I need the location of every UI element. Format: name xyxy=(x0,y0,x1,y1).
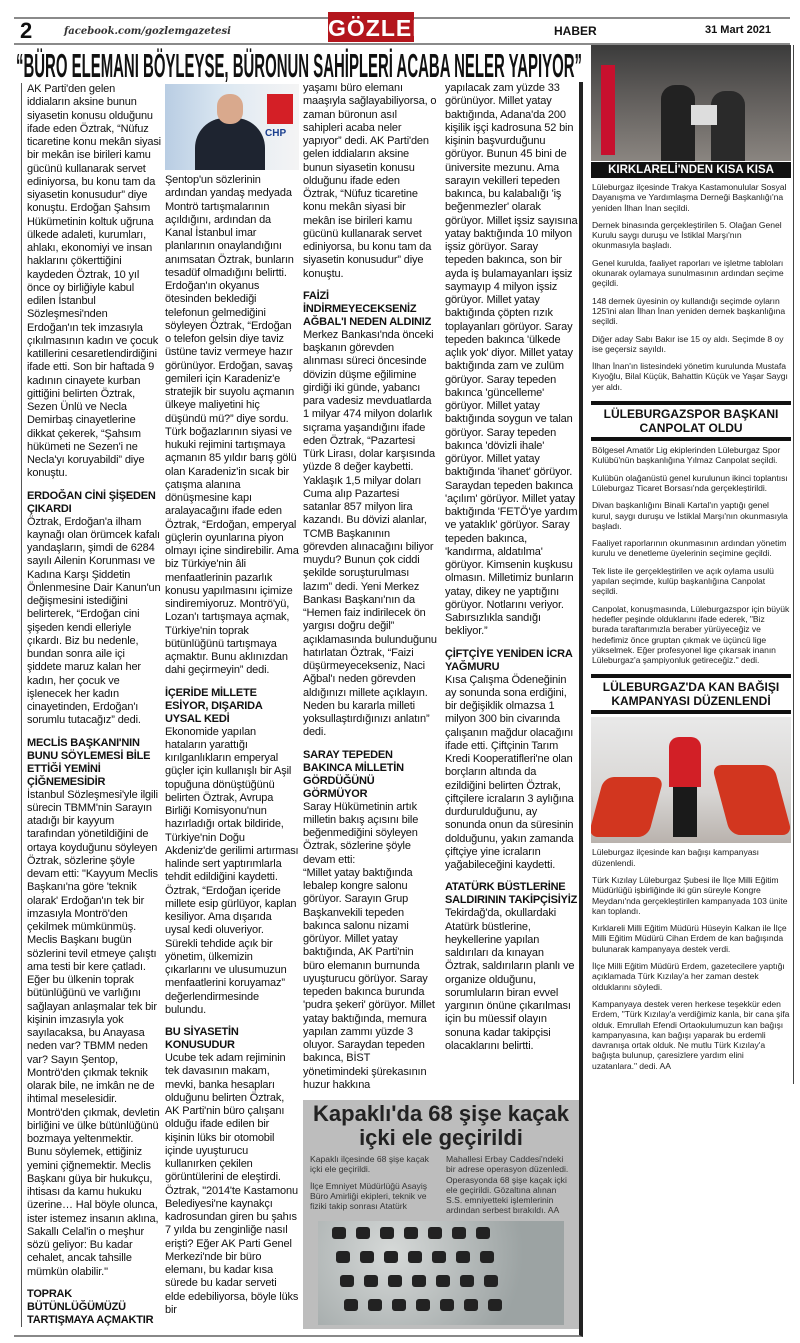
paragraph: Canpolat, konuşmasında, Lüleburgazspor için büyük hedefler peşinde olduklarını ifade ederek, "Biz burada taraftarımızla beraber yürüyeceğiz ve hedefimiz önce gruptan çıkmak ve üçüncü lige yükselmek. Eğer profesyonel lige çıkarsak inanın Lüleburgaz'a şampiyonluk getireceğiz." dedi. xyxy=(592,603,790,666)
seized-bottles-photo xyxy=(318,1221,564,1325)
paragraph: Divan başkanlığını Binali Kartal'ın yaptığı genel kurul, saygı duruşu ve İstiklal Marşı'nın okunmasıyla başladı. xyxy=(592,500,788,531)
story1-title: KIRKLARELİ'NDEN KISA KISA xyxy=(591,162,791,178)
nurse-legs xyxy=(673,787,697,837)
bottle-cap xyxy=(392,1299,406,1311)
story2-title: LÜLEBURGAZSPOR BAŞKANI CANPOLAT OLDU xyxy=(591,401,791,441)
paragraph: Lüleburgaz ilçesinde kan bağışı kampanyası düzenlendi. xyxy=(592,847,760,868)
paragraph: Şentop'un sözlerinin ardından yandaş medyada Montrö tartışmalarının açıldığını, ardından da Kanal İstanbul imar planlarının onaylandığını anımsatan Öztrak, bunların tesadüf olmadığını belirtti. Erdoğan'ın okyanus ötesinden beklediği telefonun gelmediğini söyleyen Öztrak, “Erdoğan o telefon gelsin diye taviz üstüne taviz vermeye hazır görünüyor. Erdoğan, savaş gemileri için Karadeniz'e stratejik bir suyolu açmanın ülkeye maliyetini hiç düşündü mü?” diye sordu. Türk boğazlarının siyasi ve hukuki rejimini tartışmaya açmanın 85 yıldır barış gölü olan Karadeniz'in sıcak bir çatışma alanına dönüşmesine kapı aralayacağını ifade eden Öztrak, “Erdoğan, emperyal güçlerin oyunlarına piyon olmayı içine sindirebilir. Ama biz Türkiye'nin âli menfaatlerinin pazarlık konusu yapılmasını içimize sindiremiyoruz. Montrö'yü, Lozan'ı tartışmaya açmak, Türkiye'nin toprak bütünlüğünü tartışmaya açmaktır. Bunu aklınızdan dahi geçirmeyin” dedi. xyxy=(165,174,299,677)
bottle-cap xyxy=(364,1275,378,1287)
bottle-cap xyxy=(484,1275,498,1287)
subheading: BU SİYASETİN KONUSUDUR xyxy=(165,1026,239,1051)
story2-body xyxy=(592,445,790,672)
association-ceremony-photo xyxy=(591,45,791,161)
subheading: MECLİS BAŞKANI'NIN BUNU SÖYLEMESİ BİLE ETTİĞİ YEMİNİ ÇİĞNEMESİDİR xyxy=(27,736,151,788)
subheading: FAİZİ İNDİRMEYECEKSENİZ AĞBAL'I NEDEN ALDINIZ xyxy=(303,289,432,328)
paragraph: İstanbul Sözleşmesi'yle ilgili sürecin TBMM'nin Sarayın atadığı bir kayyum tarafından yönetildiğini de ortaya koyduğunu söyleyen Öztrak, sözlerine şöyle devam etti: "Kayyum Meclis Başkanı'na göre 'teknik olarak' Erdoğan'ın tek bir imzasıyla Montrö'den çekilmek mümkünmüş. Meclis Başkanı bugün sözlerini tevil etmeye çalıştı ama testi bir kere çatladı. Eğer bu ülkenin toprak bütünlüğünü ve varlığını sağlayan anlaşmalar tek bir kişinin imzasıyla yok sayılacaksa, bu Anayasa neden var? TBMM neden var? Sayın Şentop, Montrö'den çıkmak teknik olarak bile, ne imkân ne de ihtimal meselesidir. Montrö'den çıkmak, devletin birliğini ve ülke bütünlüğünü bozmaya yeltenmektir. Bunu söylemek, ettiğiniz yemini çiğnemektir. Meclis Başkanı güya bir hukukçu, ihtisası da kamu hukuku üzerine… Hal böyle olunca, ister istemez insanın aklına, Sakallı Celal'in o meşhur sözü geliyor: Bu kadar cehalet, ancak tahsille mümkün olabilir." xyxy=(27,788,160,1278)
main-headline xyxy=(14,46,584,82)
paragraph: Kırklareli Milli Eğitim Müdürü Hüseyin Kalkan ile İlçe Milli Eğitim Müdürü Cihan Erdem de kan bağışında bulunarak kampanyaya destek verdi. xyxy=(592,923,787,954)
nurse-figure xyxy=(669,737,701,787)
paragraph: Bölgesel Amatör Lig ekiplerinden Lüleburgaz Spor Kulübü'nün başkanlığına Yılmaz Canpolat seçildi. xyxy=(592,445,781,466)
paragraph: Kulübün olağanüstü genel kurulunun ikinci toplantısı Lüleburgaz Ticaret Borsası'nda gerçekleştirildi. xyxy=(592,472,788,493)
bottle-cap xyxy=(480,1251,494,1263)
article-right-area xyxy=(303,82,579,1329)
paragraph: Kısa Çalışma Ödeneğinin ay sonunda sona erdiğini, bir değişiklik olmazsa 1 milyon 300 bin civarında çalışanın mağdur olacağını ifade etti. Çiftçinin Tarım Kredi Kooperatifleri'ne olan borçların altında da ezildiğini belirten Öztrak, çiftçilere icraların 3 aylığına durdurulduğunu, ay sonunda onun da süresinin dolduğunu, yakın zamanda çiftçiye yine icraların yağabileceğini kaydetti. xyxy=(445,673,574,871)
subheading: TOPRAK BÜTÜNLÜĞÜMÜZÜ TARTIŞMAYA AÇMAKTIR xyxy=(27,1287,154,1326)
paragraph: Genel kurulda, faaliyet raporları ve işletme tabloları okunarak oylamaya sunulmasının ardından seçime geçildi. xyxy=(592,257,784,289)
sidebar xyxy=(588,45,794,1084)
speaker-figure xyxy=(195,118,265,170)
paragraph: yapılacak zam yüzde 33 görünüyor. Millet yatay baktığında, Adana'da 200 kişilik işçi kadrosuna 52 bin kişinin başvurduğunu görüyor. Bunun 45 bini de üniversite mezunu. Ama sarayın vekilleri tepeden bakınca, bu kalabalığı 'iş beğenmezler' olarak görüyor. Millet işsiz sayısına yatay baktığında 10 milyon işsiz görüyor. Saray tepeden bakınca, son bir ayda iş bulamayanları işsiz saymayıp 4 milyon işsiz görüyor. Millet yatay baktığında çöpten rızık toplayanları görüyor. Saray tepeden bakınca 'ülkede açlık yok' diyor. Millet yatay baktığında zam ve zulüm görüyor. Saray tepeden bakınca 'güncelleme' görüyor. Millet yatay baktığında soygun ve talan görüyor. Saray tepeden bakınca 'dövizli ihale' görüyor. Millet yatay baktığında 'ihanet' görüyor. Saraydan tepeden bakınca 'açılım' görüyor. Millet yatay baktığında 'FETÖ'ye yardım ve yataklık' görüyor. Saray tepeden bakınca, 'kandırma, aldatılma' görüyor. Kimsenin kuşkusu olmasın. Milletimiz bunların yatay, dikey ne yaptığını görüyor. Notlarını veriyor. Sabırsızlıkla sandığı bekliyor.” xyxy=(445,82,578,638)
chp-flag-icon xyxy=(267,94,293,124)
paragraph: AK Parti'den gelen iddiaların aksine bunun siyasetin konusu olduğunu ifade eden Öztrak, “Nüfuz ticaretine konu mekân siyasi bir mekân ise birileri kamu gücünü kullanarak servet ediniyorsa, bu konu tam da siyasetin konusudur” diye konuştu. Erdoğan Şahsım Hükümetinin koltuk uğruna ülkede adaleti, kurumları, ahlakı, ekonomiyi ve insan haklarını çökerttiğini kaydeden Öztrak, 10 yıl önce oy birliğiyle kabul edilen İstanbul Sözleşmesi'nden Erdoğan'ın tek imzasıyla çıkılmasının kadın ve çocuk katillerini cesaretlendirdiğini ifade etti. Son bir haftada 9 kadının cinayete kurban gittiğini belirten Öztrak, Sezen Ünlü ve Necla Demirbaş cinayetlerine dikkat çekerek, “Şahsım hükümeti ne Sezen'i ne Necla'yı koruyabildi” diye konuştu. xyxy=(27,83,161,480)
headline-text: “BÜRO ELEMANI BÖYLEYSE, BÜRONUN SAHİPLERİ ACABA NELER YAPIYOR” xyxy=(16,47,582,82)
paragraph: Tekirdağ'da, okullardaki Atatürk büstlerine, heykellerine yapılan saldırıları da kınayan Öztrak, saldırıların planlı ve organize olduğunu, sorumluların biran evvel yargının önüne çıkarılması için bu müessif olayın sonuna kadar takipçisi olacaklarını belirtti. xyxy=(445,907,575,1052)
bottle-cap xyxy=(428,1227,442,1239)
plaque xyxy=(691,105,717,125)
paragraph: Kampanyaya destek veren herkese teşekkür eden Erdem, "Türk Kızılay'a verdiğimiz kanla, bir cana şifa olduk. Emrullah Efendi Ortaokulumuzun kan bağışı kampanyasına, kan bağışı yaparak bu erdemli davranışa ortak olduk. Ne mutlu Türk Kızılay'a bağışta bulunup, çaresizlere yardım elini uzatanlara." dedi. AA xyxy=(592,998,790,1071)
story3-body xyxy=(592,847,790,1078)
subheading: ÇİFTÇİYE YENİDEN İCRA YAĞMURU xyxy=(445,647,573,673)
issue-date: 31 Mart 2021 xyxy=(705,24,772,36)
paragraph: Dernek binasında gerçekleştirilen 5. Olağan Genel Kurulu saygı duruşu ve İstiklal Marşı'nın okunmasıyla başladı. xyxy=(592,219,782,251)
bottle-cap xyxy=(488,1299,502,1311)
bottle-cap xyxy=(340,1275,354,1287)
bottle-cap xyxy=(344,1299,358,1311)
donor-chair xyxy=(591,777,664,837)
article-column-4 xyxy=(445,82,579,1092)
turkish-flag xyxy=(601,65,615,155)
person-figure xyxy=(661,85,695,161)
paragraph: Merkez Bankası'nda önceki başkanın görevden alınması süreci öncesinde dövizin düşme eğilimine girdiği iki günde, yabancı para vadesiz mevduatlarda 1 milyar 474 milyon dolarlık sıçrama yaşandığını ifade eden Öztrak, “Pazartesi Türk Lirası, dolar karşısında yüzde 8 değer kaybetti. Yaklaşık 1,5 milyar doları Cuma alıp Pazartesi satanlar 857 milyon lira kazandı. Bu dövizi alanlar, TCMB Başkanının görevden alınacağını biliyor muydu? Bunun çok ciddi şekilde soruşturulması lazım” dedi. Yeni Merkez Bankası Başkanı'nın da “Hemen faiz indirilecek ön yargısı doğru değil” açıklamasında bulunduğunu hatırlatan Öztrak, “Faizi düşürmeyecekseniz, Naci Ağbal'ı neden görevden aldığınızı millete açıklayın. Neden bu kararla milleti yoksullaştırdığınızı anlatın” dedi. xyxy=(303,328,437,739)
bottle-cap xyxy=(380,1227,394,1239)
article-right-columns xyxy=(303,82,579,1092)
paragraph: 148 dernek üyesinin oy kullandığı seçimde oyların 125'ini alan İlhan İnan yeniden dernek başkanlığına seçildi. xyxy=(592,295,786,327)
bottle-cap xyxy=(464,1299,478,1311)
paragraph: yaşamı büro elemanı maaşıyla sağlayabiliyorsa, o zaman büronun asıl sahipleri acaba neler yapıyor” dedi. AK Parti'den gelen iddiaların aksine bunun siyasetin konusu olduğunu ifade eden Öztrak, “Nüfuz ticaretine konu mekân siyasi bir mekân ise birileri kamu gücünü kullanarak servet ediniyorsa, bu konu tam da siyasetin konusudur” diye konuştu. xyxy=(303,82,437,280)
paragraph: Tek liste ile gerçekleştirilen ve açık oylama usulü yapılan seçimde, kulüp başkanlığına Canpolat seçildi. xyxy=(592,565,774,597)
bottle-cap xyxy=(332,1227,346,1239)
box-text xyxy=(310,1154,572,1217)
bottle-cap xyxy=(416,1299,430,1311)
article-column-1 xyxy=(21,83,161,1327)
bottle-cap xyxy=(452,1227,466,1239)
article-column-3 xyxy=(303,82,437,1092)
bottle-cap xyxy=(408,1251,422,1263)
bottle-cap xyxy=(356,1227,370,1239)
paragraph: Öztrak, Erdoğan'a ilham kaynağı olan örümcek kafalı yandaşların, şimdi de 6284 sayılı Ailenin Korunması ve Kadına Karşı Şiddetin Önlenmesine Dair Kanun'un değişmesini istediğini belirterek, “Erdoğan cini şişeden kendi elleriyle çıkardı. Biz bu nedenle, bundan sonra aile içi şiddete maruz kalan her kadın, her çocuk ve işlenecek her kadın cinayetinden, Erdoğan'ı sorumlu tutacağız” dedi. xyxy=(27,515,161,727)
paragraph: İlhan İnan'ın listesindeki yönetim kurulunda Mustafa Kıyoğlu, Bilal Küçük, Bahattin Küçük ve Yaşar Saygı yer aldı. xyxy=(592,361,788,392)
speaker-head xyxy=(217,94,243,124)
paragraph: İlçe Milli Eğitim Müdürü Erdem, gazetecilere yaptığı açıklamada Türk Kızılay'a her zaman destek olduklarını söyledi. xyxy=(592,961,785,992)
bottle-cap xyxy=(436,1275,450,1287)
subheading: İÇERİDE MİLLETE ESİYOR, DIŞARIDA UYSAL KEDİ xyxy=(165,686,263,725)
bottle-cap xyxy=(440,1299,454,1311)
paragraph: Faaliyet raporlarının okunmasının ardından yönetim kurulu ve denetleme üyelerinin seçimine geçildi. xyxy=(592,538,787,559)
subheading: SARAY TEPEDEN BAKINCA MİLLETİN GÖRDÜĞÜNÜ GÖRMÜYOR xyxy=(303,748,404,800)
facebook-link[interactable]: facebook.com/gozlemgazetesi xyxy=(64,26,231,37)
oztrak-speech-photo xyxy=(165,84,299,170)
box-paragraph: Kapaklı ilçesinde 68 şişe kaçak içki ele geçirildi. xyxy=(310,1154,429,1175)
subheading: ERDOĞAN CİNİ ŞİŞEDEN ÇIKARDI xyxy=(27,489,156,515)
bottle-cap xyxy=(384,1251,398,1263)
bottle-cap xyxy=(456,1251,470,1263)
bottle-cap xyxy=(476,1227,490,1239)
bottle-cap xyxy=(336,1251,350,1263)
subheading: ATATÜRK BÜSTLERİNE SALDIRININ TAKİPÇİSİYİZ xyxy=(445,881,578,907)
kapakli-news-box xyxy=(303,1100,579,1329)
box-title: Kapaklı'da 68 şişe kaçak içki ele geçirildi xyxy=(313,1101,569,1150)
bottle-cap xyxy=(360,1251,374,1263)
paragraph: Diğer aday Sabı Bakır ise 15 oy aldı. Seçimde 8 oy ise geçersiz sayıldı. xyxy=(592,333,784,354)
paragraph: Ucube tek adam rejiminin tek davasının makam, mevki, banka hesapları olduğunu belirten Öztrak, AK Parti'nin büro çalışanı olduğu ifade edilen bir kişinin lüks bir otomobil içinde uyuşturucu kullanırken çekilen görüntülerini de eleştirdi. Öztrak, "2014'te Kastamonu Belediyesi'ne kaynakçı kadrosundan giren bu şahıs 7 yılda bu zenginliğe nasıl erişti? Eğer AK Parti Genel Merkezi'nde bir büro elemanı, bu kadar kısa sürede bu kadar serveti elde edebiliyorsa, böyle lüks bir xyxy=(165,1052,299,1316)
bottle-cap xyxy=(368,1299,382,1311)
paragraph: Saray Hükümetinin artık milletin bakış açısını bile beğenmediğini söyleyen Öztrak, sözlerine şöyle devam etti: xyxy=(303,800,419,866)
paragraph: Ekonomide yapılan hataların yarattığı kırılganlıkların emperyal güçler için kullanışlı bir Aşil topuğuna dönüştüğünü belirten Öztrak, Avrupa Birliği Komisyonu'nun hazırladığı ortak bildiride, Türkiye'nin Doğu Akdeniz'de gerilimi artırması halinde sert yaptırımlarla tehdit edildiğini kaydetti. Öztrak, “Erdoğan içeride millete esip gürlüyor, kaplan kesiliyor. Ama dışarıda uysal kedi oluveriyor. Sürekli tehdide açık bir yönetim, ülkemizin çıkarlarını ve ulusumuzun menfaatlerini koruyamaz” değerlendirmesinde bulundu. xyxy=(165,725,299,1016)
bottle-cap xyxy=(404,1227,418,1239)
bottle-cap xyxy=(460,1275,474,1287)
main-article xyxy=(14,82,583,1337)
bottle-cap xyxy=(412,1275,426,1287)
bottle-cap xyxy=(432,1251,446,1263)
page-number: 2 xyxy=(20,18,33,43)
paragraph: Türk Kızılay Lüleburgaz Şubesi ile İlçe Milli Eğitim Müdürlüğü işbirliğinde iki gün süreyle Kongre Meydanı'nda gerçekleştirilen kampanyada 103 ünite kan toplandı. xyxy=(592,874,788,916)
bottle-cap xyxy=(388,1275,402,1287)
article-column-2 xyxy=(165,174,299,1317)
donor-chair xyxy=(712,765,791,835)
paragraph: Lüleburgaz ilçesinde Trakya Kastamonulular Sosyal Dayanışma ve Yardımlaşma Derneği Başkanlığı'na yeniden İlhan İnan seçildi. xyxy=(592,182,787,213)
blood-donation-photo xyxy=(591,717,791,843)
section-label: HABER xyxy=(554,24,597,38)
story1-body xyxy=(592,182,790,399)
box-paragraph: İlçe Emniyet Müdürlüğü Asayiş Büro Amirliği ekipleri, teknik ve fiziki takip sonrası Atatürk Mahallesi Erbay Caddesi'ndeki bir adrese operasyon düzenledi. Operasyonda 68 şişe kaçak içki ele geçirildi. Gözaltına alınan S.S. emniyetteki işlemlerinin ardından serbest bırakıldı. AA xyxy=(310,1154,569,1216)
paragraph: “Millet yatay baktığında lebalep kongre salonu görüyor. Sarayın Grup Başkanvekili tepeden bakınca salonu nizami görüyor. Millet yatay baktığında, AK Parti'nin büro elemanın burnunda uyuşturucu görüyor. Saray tepeden bakınca burunda 'pudra şekeri' görüyor. Millet yatay baktığında, memura yapılan zammı yüzde 3 oluyor. Saraydan tepeden bakınca, BİST yönetimindeki şürekasının huzur hakkına xyxy=(303,866,435,1091)
newspaper-logo: GÖZLEM xyxy=(328,12,414,42)
person-figure xyxy=(711,91,745,161)
story3-title: LÜLEBURGAZ'DA KAN BAĞIŞI KAMPANYASI DÜZENLENDİ xyxy=(591,674,791,714)
chp-logo-text: CHP xyxy=(265,128,287,139)
